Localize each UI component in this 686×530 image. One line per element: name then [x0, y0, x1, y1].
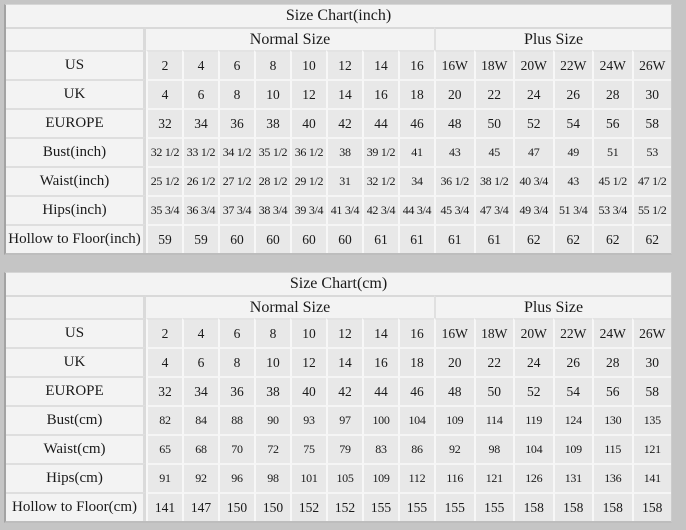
size-value: 10 [254, 79, 290, 108]
size-value: 36 1/2 [290, 137, 326, 166]
size-value: 90 [254, 405, 290, 434]
size-value: 158 [553, 492, 593, 521]
table-row [6, 224, 671, 253]
size-value: 14 [362, 50, 398, 79]
size-value: 38 [254, 376, 290, 405]
table-row [6, 463, 671, 492]
size-value: 121 [632, 434, 672, 463]
size-value: 92 [182, 463, 218, 492]
size-value: 60 [254, 224, 290, 253]
size-value: 29 1/2 [290, 166, 326, 195]
size-value: 39 1/2 [362, 137, 398, 166]
table-row [6, 347, 671, 376]
size-value: 48 [434, 376, 474, 405]
size-value: 155 [434, 492, 474, 521]
table-row [6, 137, 671, 166]
size-value: 114 [474, 405, 514, 434]
table-row [6, 405, 671, 434]
size-value: 20 [434, 79, 474, 108]
size-value: 14 [326, 347, 362, 376]
size-value: 4 [146, 79, 182, 108]
size-value: 34 [182, 108, 218, 137]
size-value: 47 3/4 [474, 195, 514, 224]
size-value: 59 [182, 224, 218, 253]
size-value: 43 [434, 137, 474, 166]
size-value: 26W [632, 318, 672, 347]
size-value: 98 [254, 463, 290, 492]
size-value: 100 [362, 405, 398, 434]
size-value: 75 [290, 434, 326, 463]
size-value: 35 3/4 [146, 195, 182, 224]
size-value: 38 [326, 137, 362, 166]
size-value: 152 [290, 492, 326, 521]
size-value: 48 [434, 108, 474, 137]
size-value: 24 [513, 79, 553, 108]
size-value: 16W [434, 318, 474, 347]
size-value: 45 1/2 [592, 166, 632, 195]
group-header: Plus Size [434, 295, 671, 318]
size-value: 72 [254, 434, 290, 463]
size-value: 93 [290, 405, 326, 434]
size-value: 62 [632, 224, 672, 253]
size-value: 18 [398, 347, 434, 376]
size-value: 101 [290, 463, 326, 492]
row-label: Hips(cm) [6, 463, 146, 492]
size-value: 32 [146, 376, 182, 405]
table-row [6, 318, 671, 347]
size-value: 42 3/4 [362, 195, 398, 224]
size-value: 98 [474, 434, 514, 463]
size-value: 18W [474, 50, 514, 79]
size-value: 36 [218, 108, 254, 137]
group-header-row [6, 295, 671, 318]
size-value: 4 [146, 347, 182, 376]
size-value: 141 [632, 463, 672, 492]
size-value: 56 [592, 108, 632, 137]
size-value: 16W [434, 50, 474, 79]
size-value: 2 [146, 50, 182, 79]
size-value: 147 [182, 492, 218, 521]
size-value: 60 [218, 224, 254, 253]
size-value: 26 1/2 [182, 166, 218, 195]
table-row [6, 108, 671, 137]
size-value: 46 [398, 376, 434, 405]
size-value: 20W [513, 50, 553, 79]
row-label: Hollow to Floor(inch) [6, 224, 146, 253]
size-value: 91 [146, 463, 182, 492]
size-value: 41 [398, 137, 434, 166]
size-value: 22 [474, 347, 514, 376]
size-value: 12 [326, 50, 362, 79]
corner-cell [6, 27, 146, 50]
row-label: Bust(inch) [6, 137, 146, 166]
size-value: 26 [553, 347, 593, 376]
table-row [6, 50, 671, 79]
size-value: 158 [513, 492, 553, 521]
size-value: 109 [362, 463, 398, 492]
size-value: 54 [553, 376, 593, 405]
group-header-row [6, 27, 671, 50]
table-row [6, 492, 671, 521]
size-value: 22 [474, 79, 514, 108]
size-value: 40 [290, 108, 326, 137]
size-value: 58 [632, 108, 672, 137]
size-value: 158 [632, 492, 672, 521]
size-value: 42 [326, 108, 362, 137]
size-value: 53 3/4 [592, 195, 632, 224]
table-row [6, 376, 671, 405]
size-value: 24W [592, 318, 632, 347]
size-value: 20W [513, 318, 553, 347]
size-value: 10 [290, 50, 326, 79]
row-label: Waist(inch) [6, 166, 146, 195]
row-label: Hollow to Floor(cm) [6, 492, 146, 521]
size-value: 51 [592, 137, 632, 166]
table-row [6, 434, 671, 463]
size-value: 32 1/2 [146, 137, 182, 166]
size-value: 86 [398, 434, 434, 463]
row-label: UK [6, 347, 146, 376]
size-value: 24 [513, 347, 553, 376]
size-value: 27 1/2 [218, 166, 254, 195]
size-value: 49 [553, 137, 593, 166]
size-value: 126 [513, 463, 553, 492]
size-value: 46 [398, 108, 434, 137]
size-value: 8 [218, 79, 254, 108]
size-value: 52 [513, 376, 553, 405]
row-label: UK [6, 79, 146, 108]
table-row [6, 166, 671, 195]
size-value: 8 [254, 50, 290, 79]
size-value: 109 [434, 405, 474, 434]
table-row [6, 79, 671, 108]
table-title: Size Chart(inch) [6, 5, 671, 27]
size-value: 16 [362, 79, 398, 108]
table-title: Size Chart(cm) [6, 273, 671, 295]
size-value: 47 [513, 137, 553, 166]
size-value: 54 [553, 108, 593, 137]
table-row [6, 195, 671, 224]
size-value: 62 [592, 224, 632, 253]
size-value: 84 [182, 405, 218, 434]
size-value: 115 [592, 434, 632, 463]
size-value: 28 [592, 347, 632, 376]
size-value: 34 1/2 [218, 137, 254, 166]
size-value: 2 [146, 318, 182, 347]
size-value: 26 [553, 79, 593, 108]
size-value: 10 [254, 347, 290, 376]
size-value: 56 [592, 376, 632, 405]
corner-cell [6, 295, 146, 318]
size-value: 44 [362, 376, 398, 405]
size-value: 51 3/4 [553, 195, 593, 224]
size-value: 16 [398, 50, 434, 79]
size-value: 44 [362, 108, 398, 137]
group-header: Plus Size [434, 27, 671, 50]
size-value: 53 [632, 137, 672, 166]
size-value: 79 [326, 434, 362, 463]
size-value: 141 [146, 492, 182, 521]
size-value: 155 [474, 492, 514, 521]
size-value: 130 [592, 405, 632, 434]
size-value: 10 [290, 318, 326, 347]
size-chart-cm-table [4, 272, 672, 523]
size-value: 47 1/2 [632, 166, 672, 195]
row-label: Bust(cm) [6, 405, 146, 434]
group-header: Normal Size [146, 27, 434, 50]
size-value: 36 1/2 [434, 166, 474, 195]
size-value: 32 [146, 108, 182, 137]
size-value: 135 [632, 405, 672, 434]
group-header: Normal Size [146, 295, 434, 318]
size-value: 38 1/2 [474, 166, 514, 195]
row-label: EUROPE [6, 108, 146, 137]
size-value: 16 [362, 347, 398, 376]
size-value: 45 3/4 [434, 195, 474, 224]
size-value: 62 [553, 224, 593, 253]
size-value: 62 [513, 224, 553, 253]
size-value: 30 [632, 79, 672, 108]
size-value: 97 [326, 405, 362, 434]
size-value: 152 [326, 492, 362, 521]
size-value: 8 [218, 347, 254, 376]
row-label: Hips(inch) [6, 195, 146, 224]
size-value: 14 [362, 318, 398, 347]
size-value: 61 [398, 224, 434, 253]
size-value: 61 [362, 224, 398, 253]
size-value: 50 [474, 376, 514, 405]
size-chart-inch-table [4, 4, 672, 255]
size-value: 34 [398, 166, 434, 195]
size-value: 8 [254, 318, 290, 347]
size-value: 68 [182, 434, 218, 463]
size-value: 34 [182, 376, 218, 405]
size-value: 105 [326, 463, 362, 492]
size-value: 6 [182, 79, 218, 108]
size-value: 104 [398, 405, 434, 434]
size-value: 109 [553, 434, 593, 463]
size-value: 35 1/2 [254, 137, 290, 166]
size-value: 28 1/2 [254, 166, 290, 195]
size-value: 96 [218, 463, 254, 492]
size-value: 65 [146, 434, 182, 463]
size-value: 36 [218, 376, 254, 405]
size-value: 41 3/4 [326, 195, 362, 224]
row-label: EUROPE [6, 376, 146, 405]
size-value: 18 [398, 79, 434, 108]
size-value: 31 [326, 166, 362, 195]
size-value: 42 [326, 376, 362, 405]
size-value: 45 [474, 137, 514, 166]
size-value: 43 [553, 166, 593, 195]
size-value: 61 [434, 224, 474, 253]
size-value: 124 [553, 405, 593, 434]
size-value: 39 3/4 [290, 195, 326, 224]
size-value: 116 [434, 463, 474, 492]
size-value: 40 [290, 376, 326, 405]
size-value: 16 [398, 318, 434, 347]
size-value: 30 [632, 347, 672, 376]
size-value: 4 [182, 50, 218, 79]
size-value: 155 [398, 492, 434, 521]
size-value: 112 [398, 463, 434, 492]
size-value: 150 [254, 492, 290, 521]
row-label: US [6, 318, 146, 347]
size-value: 6 [182, 347, 218, 376]
size-value: 20 [434, 347, 474, 376]
size-value: 61 [474, 224, 514, 253]
table-title-row [6, 273, 671, 295]
size-value: 155 [362, 492, 398, 521]
size-value: 50 [474, 108, 514, 137]
size-value: 49 3/4 [513, 195, 553, 224]
size-value: 36 3/4 [182, 195, 218, 224]
size-value: 40 3/4 [513, 166, 553, 195]
size-value: 14 [326, 79, 362, 108]
size-value: 44 3/4 [398, 195, 434, 224]
size-value: 6 [218, 318, 254, 347]
size-value: 18W [474, 318, 514, 347]
size-value: 55 1/2 [632, 195, 672, 224]
size-value: 12 [290, 347, 326, 376]
size-value: 32 1/2 [362, 166, 398, 195]
size-value: 12 [290, 79, 326, 108]
size-value: 26W [632, 50, 672, 79]
size-value: 38 3/4 [254, 195, 290, 224]
size-value: 24W [592, 50, 632, 79]
row-label: US [6, 50, 146, 79]
table-title-row [6, 5, 671, 27]
size-value: 12 [326, 318, 362, 347]
size-value: 119 [513, 405, 553, 434]
size-value: 28 [592, 79, 632, 108]
size-value: 60 [290, 224, 326, 253]
size-value: 104 [513, 434, 553, 463]
size-value: 131 [553, 463, 593, 492]
size-value: 82 [146, 405, 182, 434]
size-value: 88 [218, 405, 254, 434]
size-value: 158 [592, 492, 632, 521]
row-label: Waist(cm) [6, 434, 146, 463]
size-value: 25 1/2 [146, 166, 182, 195]
size-value: 37 3/4 [218, 195, 254, 224]
size-value: 6 [218, 50, 254, 79]
size-value: 121 [474, 463, 514, 492]
size-value: 52 [513, 108, 553, 137]
size-value: 33 1/2 [182, 137, 218, 166]
size-value: 22W [553, 318, 593, 347]
size-value: 4 [182, 318, 218, 347]
size-value: 83 [362, 434, 398, 463]
size-value: 58 [632, 376, 672, 405]
size-value: 22W [553, 50, 593, 79]
size-value: 38 [254, 108, 290, 137]
size-value: 60 [326, 224, 362, 253]
size-value: 150 [218, 492, 254, 521]
size-value: 92 [434, 434, 474, 463]
size-value: 136 [592, 463, 632, 492]
size-value: 59 [146, 224, 182, 253]
size-value: 70 [218, 434, 254, 463]
